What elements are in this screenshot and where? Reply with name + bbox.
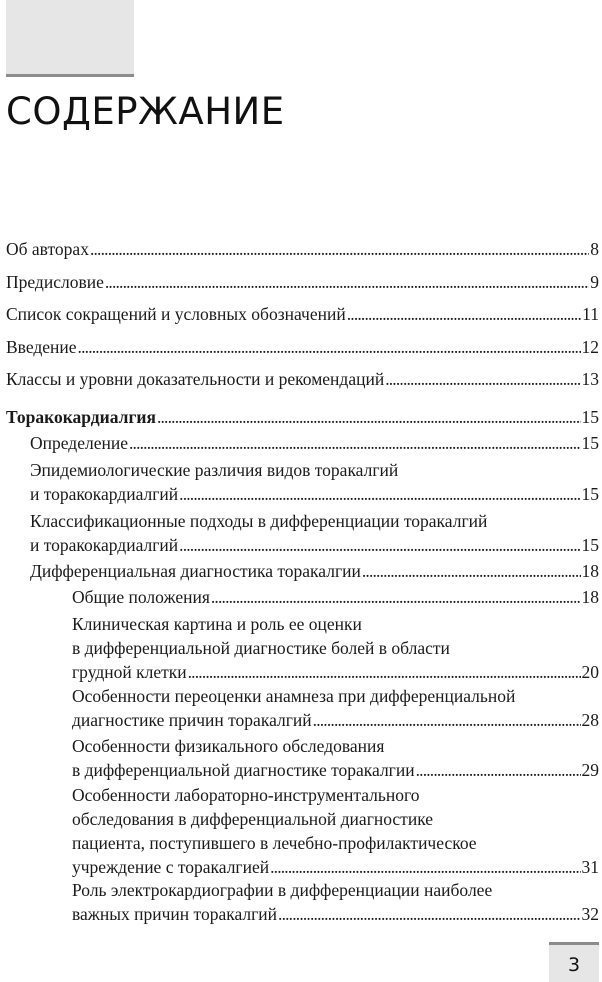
toc-page-number: 15 [581,433,599,453]
toc-page-number: 8 [590,239,599,259]
dot-leader [179,482,580,506]
toc-entry-physical-exam[interactable] [72,734,599,782]
dot-leader [278,902,580,926]
toc-page-number: 15 [581,407,599,427]
toc-page-number: 15 [581,484,599,504]
dot-leader [385,367,580,391]
toc-entry-abbreviations[interactable] [6,302,599,326]
toc-entry-title: грудной клетки [72,662,187,682]
page-number-rule [549,942,599,945]
toc-page-number: 18 [581,587,599,607]
toc-page-number: 12 [581,337,599,357]
toc-entry-title-line: обследования в дифференциальной диагностике [72,809,434,829]
toc-page-number: 13 [581,369,599,389]
dot-leader [347,302,581,326]
toc-entry-epidemiology[interactable] [30,458,599,506]
toc-entry-title: учреждение с торакалгией [72,857,270,877]
toc-entry-differential-diagnosis[interactable] [30,559,599,583]
dot-leader [105,270,589,294]
page-number: 3 [567,954,581,976]
toc-page-number: 28 [581,710,599,730]
dot-leader [78,335,581,359]
toc-entry-title-line: Классификационные подходы в дифференциации торакалгий [30,511,488,531]
toc-entry-title: Общие положения [72,587,210,607]
toc-entry-title: и торакокардиалгий [30,535,179,555]
toc-page-number: 29 [581,760,599,780]
toc-entry-title: Предисловие [6,272,104,292]
dot-leader [313,708,581,732]
toc-entry-title: и торакокардиалгий [30,484,179,504]
toc-entry-title-line: Эпидемиологические различия видов торакалгий [30,460,399,480]
corner-block [6,0,134,74]
toc-entry-title-line: Роль электрокардиографии в дифференциации наиболее [72,880,493,900]
toc-entry-title: Об авторах [6,239,89,259]
dot-leader [179,533,580,557]
toc-entry-thoracocardialgia[interactable] [6,405,599,429]
toc-entry-about-authors[interactable] [6,237,599,261]
dot-leader [90,237,589,261]
dot-leader [211,585,581,609]
page-title: СОДЕРЖАНИЕ [6,90,285,133]
dot-leader [188,660,581,684]
toc-entry-title: Торакокардиалгия [6,407,156,427]
toc-entry-title-line: Особенности лабораторно-инструментального [72,785,420,805]
toc-entry-anamnesis[interactable] [72,684,599,732]
dot-leader [157,405,581,429]
toc-entry-title: Дифференциальная диагностика торакалгии [30,561,361,581]
toc-entry-classification[interactable] [30,509,599,557]
toc-entry-introduction[interactable] [6,335,599,359]
toc-entry-title: Список сокращений и условных обозначений [6,304,346,324]
toc-page-number: 11 [582,304,599,324]
toc-entry-title-line: в дифференциальной диагностике болей в области [72,638,450,658]
toc-page-number: 18 [581,561,599,581]
toc-entry-title: Определение [30,433,128,453]
toc-entry-title-line: Клиническая картина и роль ее оценки [72,614,362,634]
toc-entry-clinical-picture[interactable] [72,612,599,684]
toc-page-number: 15 [581,535,599,555]
toc-entry-ecg-role[interactable] [72,878,599,926]
toc-entry-title: диагностике причин торакалгий [72,710,312,730]
dot-leader [129,431,581,455]
toc-entry-title: Классы и уровни доказательности и рекомендаций [6,369,385,389]
toc-entry-title-line: Особенности переоценки анамнеза при дифференциальной [72,686,516,706]
toc-page-number: 32 [581,904,599,924]
toc-entry-title-line: Особенности физикального обследования [72,736,385,756]
dot-leader [270,855,580,879]
toc-entry-title: важных причин торакалгий [72,904,278,924]
toc-entry-evidence-classes[interactable] [6,367,599,391]
dot-leader [362,559,581,583]
dot-leader [416,758,581,782]
toc-entry-preface[interactable] [6,270,599,294]
toc-entry-definition[interactable] [30,431,599,455]
toc-entry-lab-instrumental[interactable] [72,783,599,879]
corner-rule [6,74,134,77]
toc-entry-general-provisions[interactable] [72,585,599,609]
toc-entry-title: в дифференциальной диагностике торакалгии [72,760,415,780]
toc-page-number: 31 [581,857,599,877]
toc-page-number: 20 [581,662,599,682]
toc-entry-title-line: пациента, поступившего в лечебно-профилактическое [72,833,477,853]
toc-entry-title: Введение [6,337,77,357]
toc-page-number: 9 [590,272,599,292]
